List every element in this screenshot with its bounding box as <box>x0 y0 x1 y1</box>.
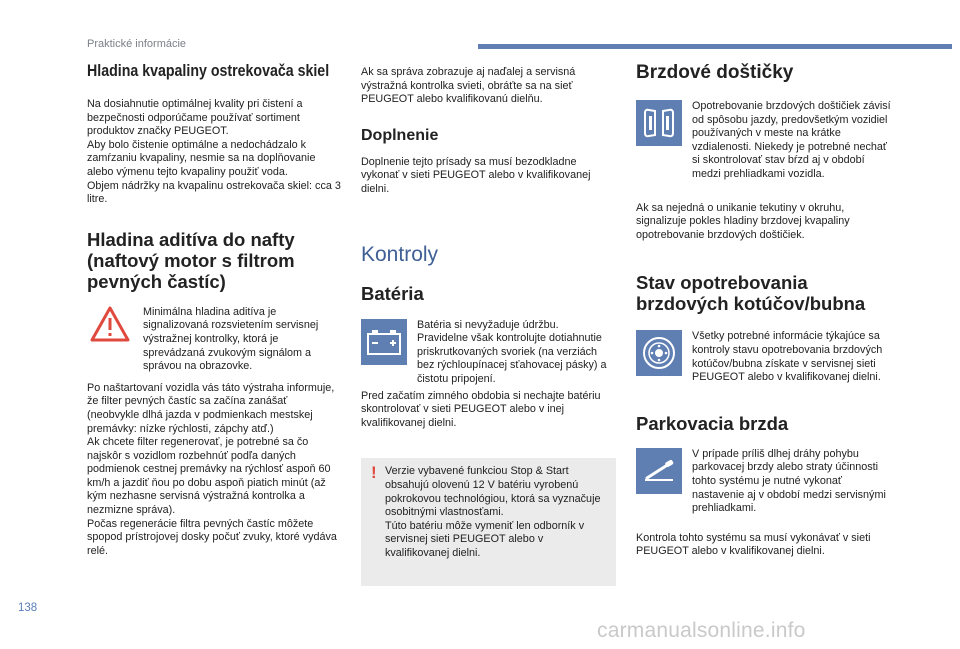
exclamation-icon: ! <box>371 463 377 483</box>
brake-pads-heading: Brzdové doštičky <box>636 62 794 83</box>
brake-pads-icon <box>636 100 682 146</box>
column-right <box>636 62 891 559</box>
parking-brake-info-text: V prípade príliš dlhej dráhy pohybu parkovacej brzdy alebo straty účinnosti tohto systému je nutné vykonať nastavenie aj v období medzi servisnými prehliadkami. <box>692 447 886 515</box>
checks-heading: Kontroly <box>361 242 439 266</box>
battery-info <box>361 319 616 387</box>
header-bar <box>478 44 952 49</box>
battery-text: Pred začatím zimného obdobia si nechajte batériu skontrolovať v sieti PEUGEOT alebo v inej kvalifikovanej dielni. <box>361 389 601 429</box>
column-middle <box>361 62 616 586</box>
section-title: Praktické informácie <box>87 38 187 50</box>
parking-brake-heading: Parkovacia brzda <box>636 412 789 434</box>
additive-text: Po naštartovaní vozidla vás táto výstraha informuje, že filter pevných častíc sa začína zanášať (neobvykle dlhá jazda v podmienkach mestskej premávky: nízke rýchlosti, zápchy atď.) Ak chcete filter regenerovať, je potrebné sa čo najskôr s vozidlom rozbehnúť podľa daných podmienok cestnej premávky na rýchlosť aspoň 60 km/h a jazdiť ňou po dobu aspoň piatich minút (až kým nezhasne servisná výstražná kontrolka a nezmizne správa). Počas regenerácie filtra pevných častíc môžete spopod prístrojovej dosky počuť zvuky, ktoré vydáva relé. <box>87 381 337 557</box>
brake-disc-icon <box>636 330 682 376</box>
parking-brake-lever-icon <box>636 448 682 494</box>
additive-warning-text: Minimálna hladina aditíva je signalizovaná rozsvietením servisnej výstražnej kontrolky, ktorá je sprevádzaná zvukovým signálom a správou na obrazovke. <box>143 305 319 373</box>
battery-icon <box>361 319 407 365</box>
brake-discs-info-text: Všetky potrebné informácie týkajúce sa kontroly stavu opotrebovania brzdových kotúčov/bubna získate v servisnej sieti PEUGEOT alebo v kvalifikovanej dielni. <box>692 330 883 384</box>
watermark: carmanualsonline.info <box>597 619 806 642</box>
additive-warning <box>87 306 342 374</box>
parking-brake-info <box>636 448 891 516</box>
stop-start-note <box>361 458 616 586</box>
brake-discs-heading: Stav opotrebovania brzdových kotúčov/bubna <box>636 272 866 315</box>
washer-fluid-heading: Hladina kvapaliny ostrekovača skiel <box>87 62 330 80</box>
page-number: 138 <box>18 602 38 614</box>
brake-discs-info <box>636 330 891 384</box>
diesel-additive-heading: Hladina aditíva do nafty (naftový motor s filtrom pevných častíc) <box>87 228 295 292</box>
column-left <box>87 62 342 558</box>
battery-heading: Batéria <box>361 282 424 304</box>
refill-heading: Doplnenie <box>361 126 439 144</box>
stop-start-note-text: Verzie vybavené funkciou Stop & Start obsahujú olovenú 12 V batériu vyrobenú pokrokovou technológiou, ktorá sa vyznačuje osobitnými vlastnosťami. Túto batériu môže vymeniť len odborník v servisnej sieti PEUGEOT alebo v kvalifikovanej dielni. <box>385 465 601 559</box>
refill-text: Doplnenie tejto prísady sa musí bezodkladne vykonať v sieti PEUGEOT alebo v kvalifikovanej dielni. <box>361 155 591 195</box>
warning-triangle-icon <box>87 306 133 350</box>
brake-pads-text: Ak sa nejedná o unikanie tekutiny v okruhu, signalizuje pokles hladiny brzdovej kvapaliny opotrebovanie brzdových doštičiek. <box>636 201 850 241</box>
parking-brake-text: Kontrola tohto systému sa musí vykonávať v sieti PEUGEOT alebo v kvalifikovanej dielni. <box>636 531 871 558</box>
additive-intro-text: Ak sa správa zobrazuje aj naďalej a servisná výstražná kontrolka svieti, obráťte sa na sieť PEUGEOT alebo kvalifikovanú dielňu. <box>361 66 576 106</box>
washer-fluid-text: Na dosiahnutie optimálnej kvality pri čistení a bezpečnosti odporúčame používať sortiment produktov značky PEUGEOT. Aby bolo čistenie optimálne a nedochádzalo k zamŕzaniu kvapaliny, nesmie sa na doplňovanie alebo výmenu tejto kvapaliny použiť voda. Objem nádržky na kvapalinu ostrekovača skiel: cca 3 litre. <box>87 98 341 206</box>
brake-pads-info-text: Opotrebovanie brzdových doštičiek závisí od spôsobu jazdy, predovšetkým vozidiel používaných v meste na krátke vzdialenosti. Niekedy je potrebné nechať si skontrolovať stav bŕzd aj v období medzi prehliadkami vozidla. <box>692 100 891 180</box>
battery-info-text: Batéria si nevyžaduje údržbu. Pravidelne však kontrolujte dotiahnutie priskrutkovaných svoriek (na verziách bez rýchloupínacej sťahovacej pásky) a čistotu pripojení. <box>417 318 607 385</box>
brake-pads-info <box>636 100 891 182</box>
